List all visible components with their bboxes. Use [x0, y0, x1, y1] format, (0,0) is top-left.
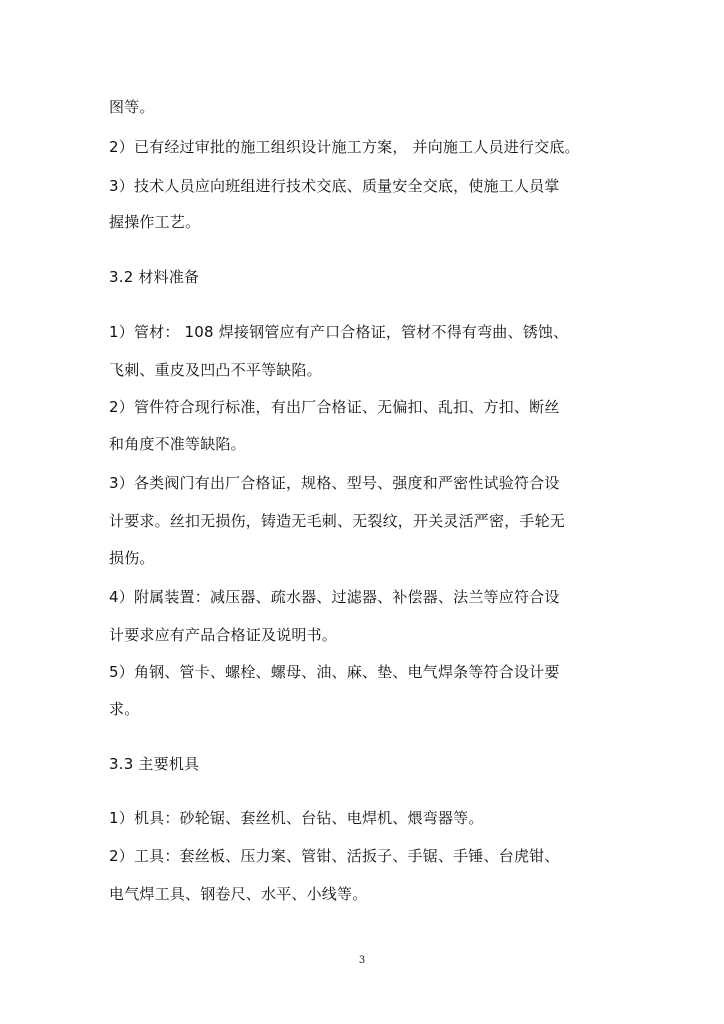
text-line: 2）已有经过审批的施工组织设计施工方案， 并向施工人员进行交底。 — [109, 138, 580, 156]
text-line: 2）工具：套丝板、压力案、管钳、活扳子、手锯、手锤、台虎钳、 — [109, 847, 560, 865]
text-line: 1）管材： 108 焊接钢管应有产口合格证，管材不得有弯曲、锈蚀、 — [109, 323, 569, 341]
text-line: 求。 — [109, 700, 140, 718]
section-heading-3-3: 3.3 主要机具 — [109, 755, 200, 773]
page-number: 3 — [358, 955, 366, 966]
text-line: 图等。 — [109, 98, 155, 116]
text-line: 损伤。 — [109, 549, 155, 567]
text-line: 1）机具：砂轮锯、套丝机、台钻、电焊机、煨弯器等。 — [109, 809, 484, 827]
text-line: 计要求。丝扣无损伤，铸造无毛刺、无裂纹，开关灵活严密，手轮无 — [109, 512, 566, 530]
text-line: 握操作工艺。 — [109, 213, 201, 231]
text-line: 4）附属装置：减压器、疏水器、过滤器、补偿器、法兰等应符合设 — [109, 588, 560, 606]
text-line: 飞刺、重皮及凹凸不平等缺陷。 — [109, 361, 322, 379]
text-line: 3）各类阀门有出厂合格证，规格、型号、强度和严密性试验符合设 — [109, 474, 560, 492]
section-heading-3-2: 3.2 材料准备 — [109, 268, 200, 286]
text-line: 3）技术人员应向班组进行技术交底、质量安全交底，使施工人员掌 — [109, 177, 560, 195]
text-line: 电气焊工具、钢卷尺、水平、小线等。 — [109, 885, 368, 903]
text-line: 计要求应有产品合格证及说明书。 — [109, 626, 338, 644]
text-line: 5）角钢、管卡、螺栓、螺母、油、麻、垫、电气焊条等符合设计要 — [109, 663, 560, 681]
text-line: 和角度不准等缺陷。 — [109, 435, 246, 453]
text-line: 2）管件符合现行标准，有出厂合格证、无偏扣、乱扣、方扣、断丝 — [109, 398, 560, 416]
